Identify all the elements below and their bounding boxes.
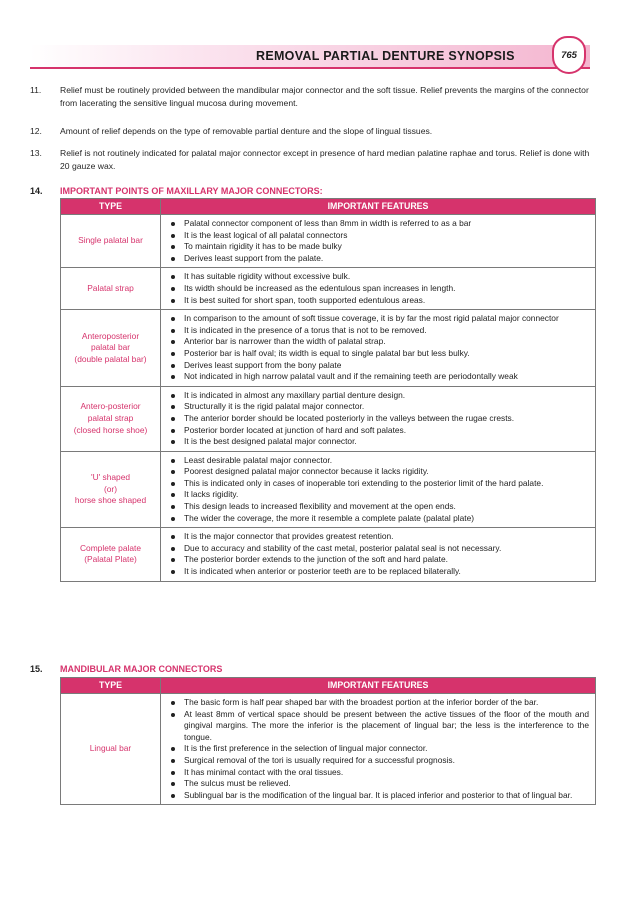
mandibular-connectors-table — [60, 677, 596, 805]
connector-type-label: (double palatal bar) — [74, 353, 147, 364]
feature-item: It has minimal contact with the oral tissues. — [169, 767, 589, 779]
table-row — [61, 215, 596, 268]
features-list — [169, 455, 589, 525]
section-title: IMPORTANT POINTS OF MAXILLARY MAJOR CONNECTORS: — [60, 186, 323, 196]
connector-type-label: Anteroposterior — [81, 330, 140, 341]
feature-item: Least desirable palatal major connector. — [169, 455, 589, 467]
feature-item: This is indicated only in cases of inoperable tori extending to the posterior limit of the hard palate. — [169, 478, 589, 490]
connector-type-cell — [61, 528, 161, 581]
features-list — [169, 531, 589, 577]
feature-item: The anterior border should be located posteriorly in the valleys between the rugae crests. — [169, 413, 589, 425]
page-number: 765 — [561, 49, 577, 61]
table-row — [61, 310, 596, 387]
connector-type-label: palatal bar — [90, 342, 131, 353]
feature-item: Posterior border located at junction of hard and soft palates. — [169, 425, 589, 437]
feature-item: It is the best designed palatal major connector. — [169, 436, 589, 448]
features-cell — [161, 694, 596, 805]
features-list — [169, 218, 589, 264]
feature-item: Palatal connector component of less than 8mm in width is referred to as a bar — [169, 218, 589, 230]
page-header-title: REMOVAL PARTIAL DENTURE SYNOPSIS — [256, 49, 515, 63]
section-15-heading — [30, 664, 222, 674]
paragraph-11 — [30, 84, 600, 109]
connector-type-cell — [61, 268, 161, 310]
features-cell — [161, 268, 596, 310]
section-title: MANDIBULAR MAJOR CONNECTORS — [60, 664, 223, 674]
feature-item: It has suitable rigidity without excessive bulk. — [169, 271, 589, 283]
paragraph-text: Relief must be routinely provided between the mandibular major connector and the soft tissue. Relief prevents the margins of the connector from lacerating the sensitive lingual mucosa during movement. — [60, 85, 589, 108]
table-row — [61, 451, 596, 528]
paragraph-number: 12. — [30, 126, 42, 136]
column-header-type: TYPE — [61, 199, 161, 215]
column-header-features: IMPORTANT FEATURES — [161, 678, 596, 694]
feature-item: It is best suited for short span, tooth supported edentulous areas. — [169, 295, 589, 307]
feature-item: This design leads to increased flexibility and movement at the open ends. — [169, 501, 589, 513]
feature-item: The posterior border extends to the junction of the soft and hard palate. — [169, 554, 589, 566]
connector-type-label: palatal strap — [87, 412, 134, 423]
table-row — [61, 694, 596, 805]
feature-item: It is indicated in the presence of a torus that is not to be removed. — [169, 325, 589, 337]
section-14-heading — [30, 186, 323, 196]
connector-type-label: Lingual bar — [89, 743, 132, 754]
connector-type-cell — [61, 451, 161, 528]
feature-item: It is indicated in almost any maxillary partial denture design. — [169, 390, 589, 402]
connector-type-label: Antero-posterior — [80, 401, 141, 412]
feature-item: Its width should be increased as the edentulous span increases in length. — [169, 283, 589, 295]
connector-type-label: horse shoe shaped — [74, 495, 147, 506]
connector-type-cell — [61, 215, 161, 268]
connector-type-label: (or) — [103, 483, 118, 494]
connector-type-label: Complete palate — [80, 542, 141, 553]
connector-type-label: Single palatal bar — [78, 235, 143, 246]
features-list — [169, 697, 589, 801]
feature-item: It lacks rigidity. — [169, 489, 589, 501]
features-cell — [161, 310, 596, 387]
connector-type-label: (closed horse shoe) — [73, 424, 148, 435]
table-row — [61, 528, 596, 581]
section-number: 14. — [30, 186, 43, 196]
feature-item: At least 8mm of vertical space should be present between the active tissues of the floor of the mouth and gingival margins. The more the inferior is the placement of lingual bar; the less is the interference to the tongue. — [169, 709, 589, 744]
maxillary-connectors-table — [60, 198, 596, 582]
feature-item: In comparison to the amount of soft tissue coverage, it is by far the most rigid palatal major connector — [169, 313, 589, 325]
feature-item: Not indicated in high narrow palatal vault and if the remaining teeth are periodontally weak — [169, 371, 589, 383]
features-list — [169, 313, 589, 383]
features-list — [169, 390, 589, 448]
features-cell — [161, 451, 596, 528]
feature-item: Due to accuracy and stability of the cast metal, posterior palatal seal is not necessary. — [169, 543, 589, 555]
features-cell — [161, 528, 596, 581]
paragraph-number: 13. — [30, 148, 42, 158]
features-cell — [161, 386, 596, 451]
table-row — [61, 386, 596, 451]
column-header-features: IMPORTANT FEATURES — [161, 199, 596, 215]
table-row — [61, 268, 596, 310]
feature-item: Poorest designed palatal major connector because it lacks rigidity. — [169, 466, 589, 478]
table-header-row — [61, 678, 596, 694]
feature-item: Anterior bar is narrower than the width of palatal strap. — [169, 336, 589, 348]
feature-item: Posterior bar is half oval; its width is equal to single palatal bar but less bulky. — [169, 348, 589, 360]
connector-type-cell — [61, 694, 161, 805]
feature-item: Structurally it is the rigid palatal major connector. — [169, 401, 589, 413]
connector-type-cell — [61, 310, 161, 387]
column-header-type: TYPE — [61, 678, 161, 694]
feature-item: It is the first preference in the selection of lingual major connector. — [169, 743, 589, 755]
feature-item: It is the major connector that provides greatest retention. — [169, 531, 589, 543]
page-number-badge — [552, 36, 586, 74]
table-header-row — [61, 199, 596, 215]
feature-item: The sulcus must be relieved. — [169, 778, 589, 790]
feature-item: The wider the coverage, the more it resemble a complete palate (palatal plate) — [169, 513, 589, 525]
paragraph-13 — [30, 147, 600, 172]
connector-type-label: 'U' shaped — [90, 472, 131, 483]
paragraph-12 — [30, 125, 600, 138]
feature-item: To maintain rigidity it has to be made bulky — [169, 241, 589, 253]
features-cell — [161, 215, 596, 268]
feature-item: The basic form is half pear shaped bar with the broadest portion at the inferior border of the bar. — [169, 697, 589, 709]
connector-type-cell — [61, 386, 161, 451]
feature-item: It is the least logical of all palatal connectors — [169, 230, 589, 242]
feature-item: Surgical removal of the tori is usually required for a successful prognosis. — [169, 755, 589, 767]
feature-item: It is indicated when anterior or posterior teeth are to be replaced bilaterally. — [169, 566, 589, 578]
connector-type-label: (Palatal Plate) — [84, 554, 137, 565]
feature-item: Derives least support from the bony palate — [169, 360, 589, 372]
feature-item: Sublingual bar is the modification of the lingual bar. It is placed inferior and posterior to that of lingual bar. — [169, 790, 589, 802]
paragraph-text: Amount of relief depends on the type of removable partial denture and the slope of lingual tissues. — [60, 126, 433, 136]
features-list — [169, 271, 589, 306]
section-number: 15. — [30, 664, 43, 674]
connector-type-label: Palatal strap — [87, 282, 134, 293]
paragraph-number: 11. — [30, 85, 42, 95]
feature-item: Derives least support from the palate. — [169, 253, 589, 265]
paragraph-text: Relief is not routinely indicated for palatal major connector except in presence of hard median palatine raphae and torus. Relief is done with 20 gauze wax. — [60, 148, 590, 171]
